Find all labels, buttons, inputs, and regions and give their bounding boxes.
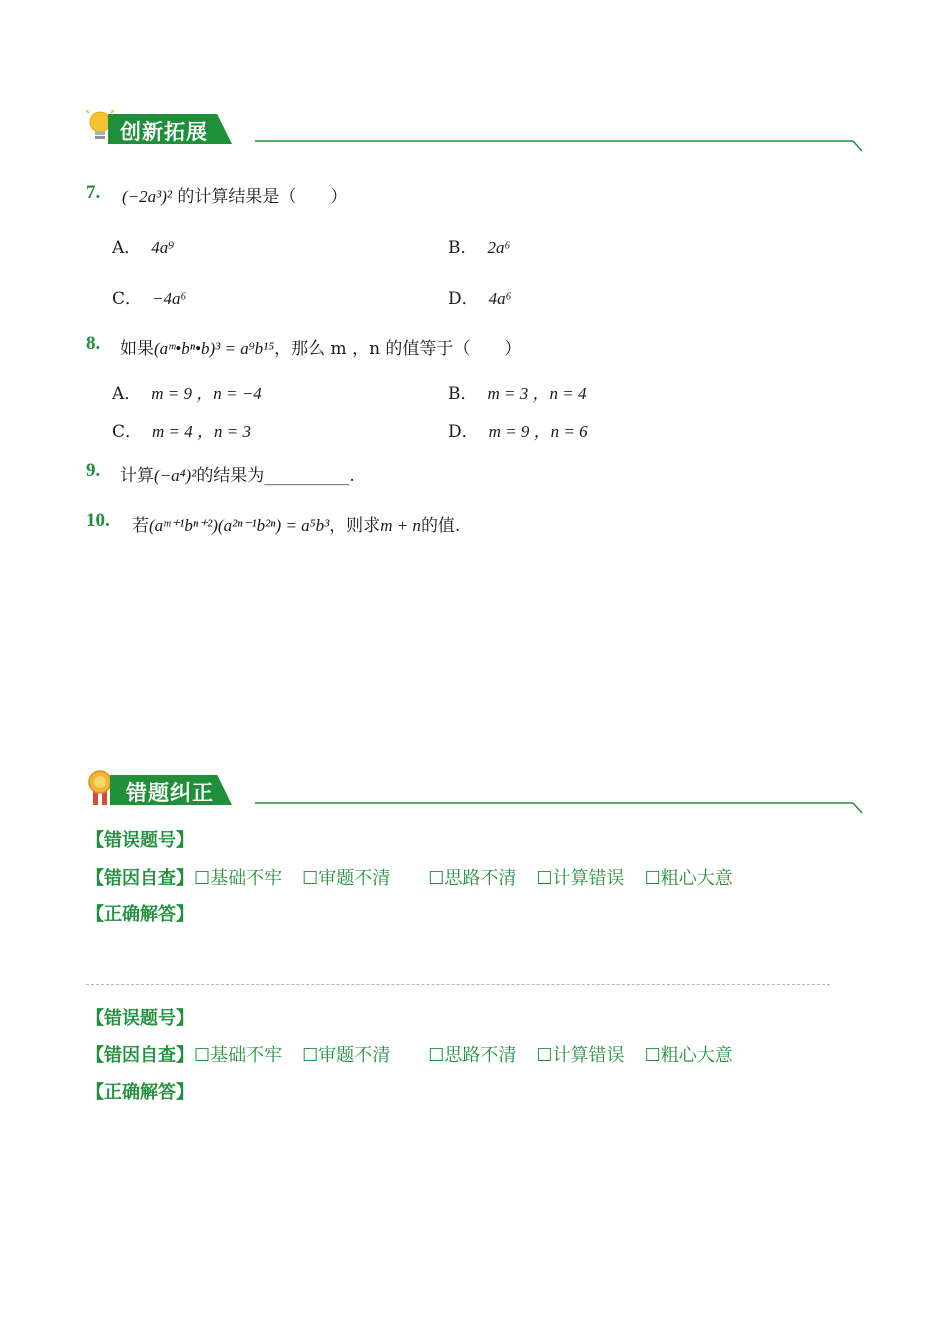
question-stem: 的结果为	[196, 466, 265, 486]
option-b[interactable]: B． m = 3 ，n = 4	[448, 384, 587, 404]
question-stem: ，则求	[329, 516, 381, 536]
cause-label: 【错因自查】	[86, 1045, 194, 1066]
answer-blank[interactable]: __________	[264, 466, 350, 486]
option-a[interactable]: A． m = 9 ，n = −4	[112, 384, 262, 404]
option-c[interactable]: C． m = 4 ，n = 3	[112, 422, 251, 442]
question-expression: (aᵐ⁺¹bⁿ⁺²)(a²ⁿ⁻¹b²ⁿ) = a⁵b³	[149, 516, 330, 535]
option-d[interactable]: D． m = 9 ，n = 6	[448, 422, 588, 442]
question-stem: 的计算结果是（ ）	[177, 187, 348, 207]
question-prefix: 若	[132, 516, 149, 536]
question-expression: (−2a³)²	[122, 187, 172, 206]
section-title: 错题纠正	[126, 781, 214, 805]
cause-checkbox[interactable]: ☐思路不清	[428, 868, 517, 889]
option-d[interactable]: D． 4a⁶	[448, 289, 512, 309]
option-b[interactable]: B． 2a⁶	[448, 238, 511, 258]
cause-checkbox[interactable]: ☐审题不清	[302, 868, 391, 889]
wrong-question-number-label: 【错误题号】	[86, 1008, 194, 1029]
cause-checkbox[interactable]: ☐粗心大意	[644, 1045, 733, 1066]
question-number: 9.	[86, 460, 101, 481]
question-prefix: 计算	[120, 466, 154, 486]
correct-answer-label: 【正确解答】	[86, 1082, 194, 1103]
question-number: 8.	[86, 333, 101, 354]
cause-checkbox[interactable]: ☐粗心大意	[644, 868, 733, 889]
question-expression-2: m + n	[380, 516, 421, 535]
section-rule	[255, 800, 865, 816]
question-prefix: 如果	[120, 339, 154, 359]
cause-checkbox[interactable]: ☐思路不清	[428, 1045, 517, 1066]
section-rule	[255, 138, 865, 154]
cause-checkbox[interactable]: ☐计算错误	[536, 868, 625, 889]
cause-checkbox[interactable]: ☐基础不牢	[194, 868, 283, 889]
question-stem: ，那么 m ，n 的值等于（ ）	[274, 339, 522, 359]
cause-checkbox[interactable]: ☐审题不清	[302, 1045, 391, 1066]
section-title: 创新拓展	[120, 120, 208, 144]
question-expression: (aᵐ•bⁿ•b)³ = a⁹b¹⁵	[154, 339, 275, 358]
question-number: 7.	[86, 182, 101, 203]
question-expression: (−a⁴)²	[154, 466, 197, 485]
cause-checkbox[interactable]: ☐计算错误	[536, 1045, 625, 1066]
option-a[interactable]: A． 4a⁹	[112, 238, 175, 258]
cause-label: 【错因自查】	[86, 868, 194, 889]
dashed-divider	[86, 984, 830, 985]
correct-answer-label: 【正确解答】	[86, 904, 194, 925]
medal-icon	[86, 770, 114, 806]
question-number: 10.	[86, 510, 110, 531]
option-c[interactable]: C． −4a⁶	[112, 289, 187, 309]
cause-checkbox[interactable]: ☐基础不牢	[194, 1045, 283, 1066]
wrong-question-number-label: 【错误题号】	[86, 830, 194, 851]
